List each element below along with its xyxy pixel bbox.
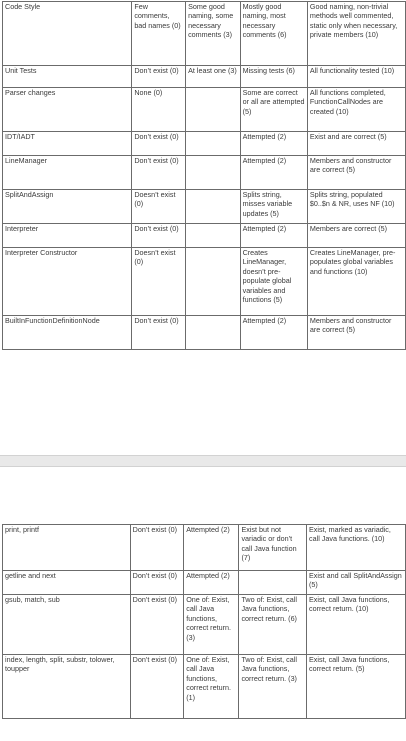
table-row: [3, 66, 406, 88]
table-cell: SplitAndAssign: [3, 190, 132, 224]
table-cell: Don’t exist (0): [132, 156, 186, 190]
table-cell: Exist but not variadic or don’t call Java function (7): [239, 525, 307, 571]
table-cell: [186, 88, 241, 132]
table-cell: gsub, match, sub: [3, 595, 131, 655]
table-row: [3, 571, 406, 595]
table-cell: Exist and call SplitAndAssign (5): [307, 571, 406, 595]
table-cell: Don’t exist (0): [130, 525, 184, 571]
table-cell: [186, 316, 241, 350]
table-cell: Attempted (2): [240, 132, 307, 156]
table-cell: At least one (3): [186, 66, 241, 88]
table-cell: Doesn’t exist (0): [132, 248, 186, 316]
table-cell: Missing tests (6): [240, 66, 307, 88]
table-cell: Members and constructor are correct (5): [307, 316, 405, 350]
table-cell: Exist, marked as variadic, call Java functions. (10): [307, 525, 406, 571]
table-cell: Creates LineManager, pre-populates global variables and functions (10): [307, 248, 405, 316]
table-cell: getline and next: [3, 571, 131, 595]
table-cell: Don’t exist (0): [130, 655, 184, 719]
table-cell: [186, 132, 241, 156]
table-cell: [186, 224, 241, 248]
table-row: [3, 525, 406, 571]
table-cell: Members and constructor are correct (5): [307, 156, 405, 190]
table-row: [3, 156, 406, 190]
table-cell: Members are correct (5): [307, 224, 405, 248]
table-cell: Parser changes: [3, 88, 132, 132]
rubric-table-1: [2, 1, 406, 350]
table-row: [3, 132, 406, 156]
table-row: [3, 224, 406, 248]
table-cell: All functions completed, FunctionCallNodes are created (10): [307, 88, 405, 132]
table-cell: BuiltInFunctionDefinitionNode: [3, 316, 132, 350]
table-cell: Attempted (2): [184, 525, 239, 571]
table-cell: Interpreter Constructor: [3, 248, 132, 316]
table-cell: Some are correct or all are attempted (5): [240, 88, 307, 132]
table-cell: Two of: Exist, call Java functions, correct return. (3): [239, 655, 307, 719]
table-cell: None (0): [132, 88, 186, 132]
document-page-2: [0, 467, 406, 741]
table-cell: LineManager: [3, 156, 132, 190]
table-cell: Exist, call Java functions, correct return. (10): [307, 595, 406, 655]
table-cell: Two of: Exist, call Java functions, correct return. (6): [239, 595, 307, 655]
table-row: [3, 88, 406, 132]
table-cell: [186, 156, 241, 190]
table-cell: Exist and are correct (5): [307, 132, 405, 156]
table-cell: Doesn’t exist (0): [132, 190, 186, 224]
table-cell: Don’t exist (0): [132, 132, 186, 156]
table-row: [3, 190, 406, 224]
table-row: [3, 655, 406, 719]
table-cell: Creates LineManager, doesn’t pre-populate global variables and functions (5): [240, 248, 307, 316]
table-cell: Unit Tests: [3, 66, 132, 88]
table-cell: One of: Exist, call Java functions, correct return. (3): [184, 595, 239, 655]
rubric-table-2: [2, 524, 406, 719]
table-cell: Some good naming, some necessary comments (3): [186, 2, 241, 66]
table-row: [3, 316, 406, 350]
table-cell: Exist, call Java functions, correct return. (5): [307, 655, 406, 719]
table-row: [3, 248, 406, 316]
table-cell: [186, 190, 241, 224]
table-cell: Don’t exist (0): [130, 595, 184, 655]
table-cell: Don’t exist (0): [132, 224, 186, 248]
table-row: [3, 595, 406, 655]
table-cell: Few comments, bad names (0): [132, 2, 186, 66]
table-cell: All functionality tested (10): [307, 66, 405, 88]
table-cell: Attempted (2): [240, 224, 307, 248]
table-cell: [186, 248, 241, 316]
table-cell: index, length, split, substr, tolower, toupper: [3, 655, 131, 719]
table-cell: Attempted (2): [240, 316, 307, 350]
table-cell: Good naming, non-trivial methods well commented, static only when necessary, private members (10): [307, 2, 405, 66]
table-cell: Attempted (2): [240, 156, 307, 190]
table-cell: Attempted (2): [184, 571, 239, 595]
table-cell: One of: Exist, call Java functions, correct return. (1): [184, 655, 239, 719]
page-separator: [0, 455, 406, 467]
table-cell: Splits string, populated $0..$n & NR, uses NF (10): [307, 190, 405, 224]
table-header-row: [3, 2, 406, 66]
table-cell: Don’t exist (0): [132, 316, 186, 350]
table-cell: Don’t exist (0): [132, 66, 186, 88]
table-cell: print, printf: [3, 525, 131, 571]
table-cell: Code Style: [3, 2, 132, 66]
table-cell: IDT/IADT: [3, 132, 132, 156]
table-cell: [239, 571, 307, 595]
table-cell: Interpreter: [3, 224, 132, 248]
table-cell: Don’t exist (0): [130, 571, 184, 595]
table-cell: Mostly good naming, most necessary comments (6): [240, 2, 307, 66]
table-cell: Splits string, misses variable updates (5): [240, 190, 307, 224]
